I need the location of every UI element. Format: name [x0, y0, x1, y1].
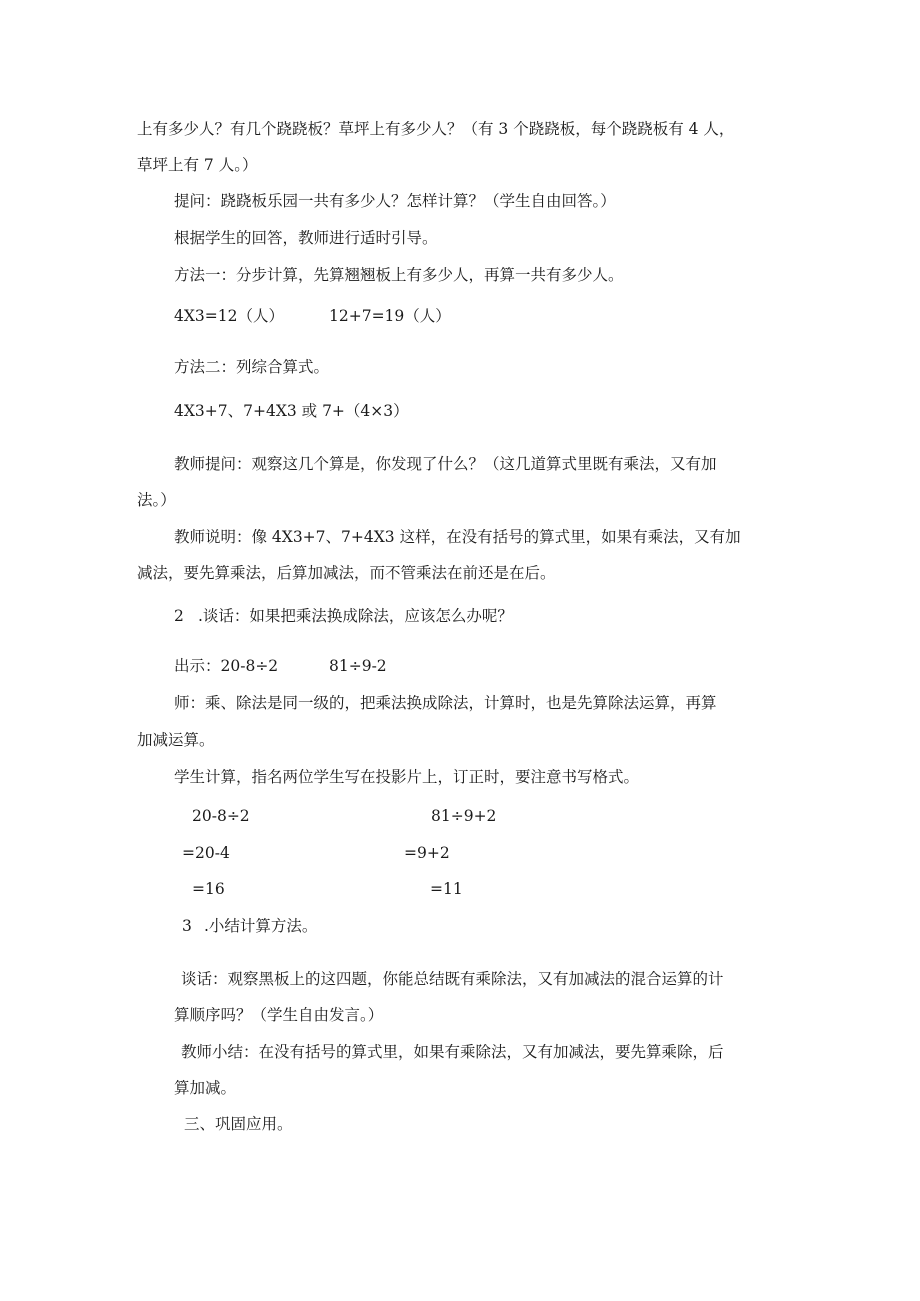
paragraph-line: 教师提问：观察这几个算是，你发现了什么？（这几道算式里既有乘法，又有加 [174, 455, 717, 473]
paragraph-line: 法。） [137, 491, 176, 509]
calculation-step: =16 [192, 880, 225, 898]
calculation-step: =9+2 [404, 844, 450, 862]
paragraph-line: 方法一：分步计算，先算翘翘板上有多少人，再算一共有多少人。 [174, 266, 624, 284]
paragraph-line: 提问：跷跷板乐园一共有多少人？怎样计算？（学生自由回答。） [174, 192, 616, 210]
section-heading: .谈话：如果把乘法换成除法，应该怎么办呢？ [198, 607, 513, 625]
paragraph-line: 教师小结：在没有括号的算式里，如果有乘除法，又有加减法，要先算乘除，后 [181, 1043, 724, 1061]
calculation-step: =11 [430, 880, 463, 898]
calculation-step: 81÷9+2 [431, 807, 497, 825]
equation-line: 12+7=19（人） [329, 307, 451, 325]
section-number: 2 [174, 607, 184, 625]
paragraph-line: 师：乘、除法是同一级的，把乘法换成除法，计算时，也是先算除法运算，再算 [174, 694, 717, 712]
calculation-step: =20-4 [182, 844, 230, 862]
equation-line: 4X3+7、7+4X3 或 7+（4×3） [174, 402, 409, 420]
paragraph-line: 加减运算。 [137, 731, 215, 749]
paragraph-line: 教师说明：像 4X3+7、7+4X3 这样，在没有括号的算式里，如果有乘法，又有加 [174, 528, 741, 546]
paragraph-line: 根据学生的回答，教师进行适时引导。 [174, 229, 438, 247]
paragraph-line: 算加减。 [174, 1079, 237, 1097]
paragraph-line: 谈话：观察黑板上的这四题，你能总结既有乘除法，又有加减法的混合运算的计 [181, 970, 724, 988]
paragraph-line: 学生计算，指名两位学生写在投影片上，订正时，要注意书写格式。 [174, 768, 640, 786]
paragraph-line: 草坪上有 7 人。） [137, 156, 258, 174]
section-number: 3 [182, 917, 192, 935]
paragraph-line: 上有多少人？有几个跷跷板？草坪上有多少人？（有 3 个跷跷板，每个跷跷板有 4 人， [137, 120, 735, 138]
paragraph-line: 减法，要先算乘法，后算加减法，而不管乘法在前还是在后。 [137, 564, 556, 582]
equation-line: 出示：20-8÷2 [174, 657, 279, 675]
equation-line: 81÷9-2 [329, 657, 387, 675]
section-heading: .小结计算方法。 [204, 917, 318, 935]
section-heading: 三、巩固应用。 [184, 1115, 293, 1133]
calculation-step: 20-8÷2 [192, 807, 250, 825]
paragraph-line: 算顺序吗？（学生自由发言。） [174, 1006, 384, 1024]
equation-line: 4X3=12（人） [174, 307, 284, 325]
paragraph-line: 方法二：列综合算式。 [174, 358, 330, 376]
